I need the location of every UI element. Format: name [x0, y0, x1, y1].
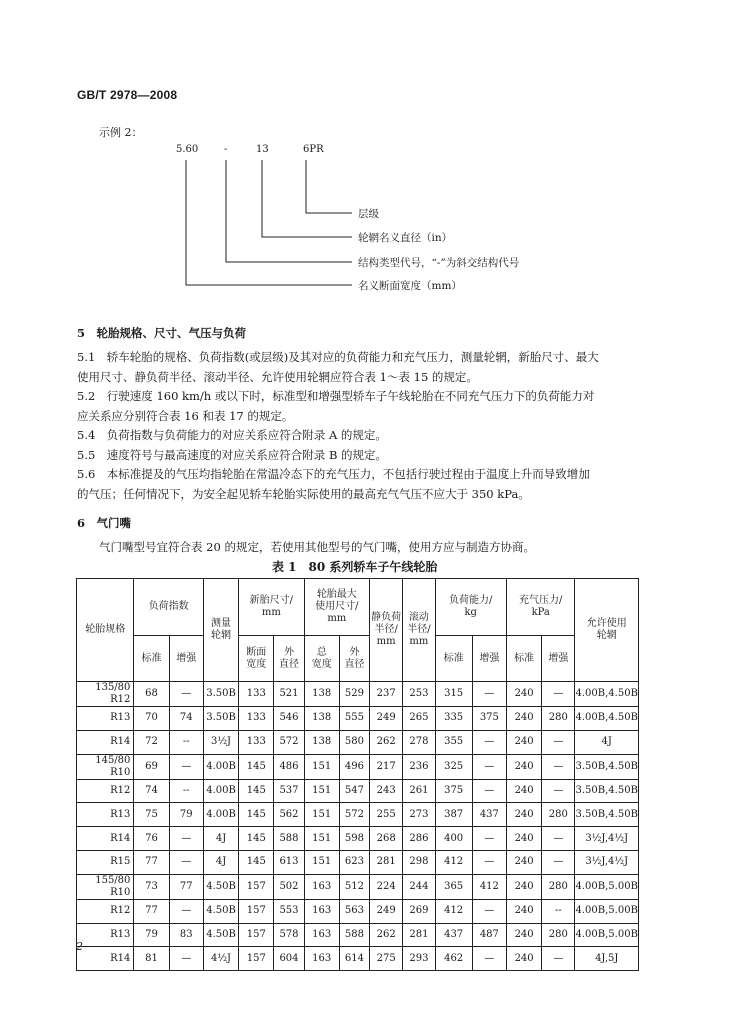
header-allowed-rim: 允许使用 轮辋 [575, 579, 639, 682]
table-row [77, 754, 639, 779]
cell-rr: 273 [403, 803, 435, 827]
header-p-enhanced: 增强 [542, 636, 575, 682]
cell-od: 486 [274, 754, 304, 779]
page-number: 2 [76, 940, 83, 953]
table-row [77, 682, 639, 707]
cell-od: 613 [274, 850, 304, 874]
header-static-radius: 静负荷 半径/ mm [370, 579, 403, 682]
header-max-size: 轮胎最大 使用尺寸/ mm [304, 579, 369, 636]
table-row [77, 779, 639, 803]
cell-sr: 262 [370, 730, 403, 754]
cell-lc-std: 437 [435, 923, 472, 947]
cell-size: R14 [77, 730, 134, 754]
cell-li-std: 68 [134, 682, 169, 707]
cell-rim: 4J [203, 827, 238, 851]
cell-sw: 133 [239, 730, 274, 754]
cell-mod: 588 [339, 923, 369, 947]
cell-mod: 555 [339, 707, 369, 731]
cell-li-enh: — [169, 947, 203, 971]
cell-od: 537 [274, 779, 304, 803]
cell-li-enh: 77 [169, 874, 203, 899]
cell-lc-std: 315 [435, 682, 472, 707]
cell-od: 562 [274, 803, 304, 827]
table-row [77, 707, 639, 731]
cell-lc-enh: — [472, 827, 506, 851]
table-row [77, 923, 639, 947]
cell-lc-enh: — [472, 947, 506, 971]
header-tire-size: 轮胎规格 [77, 579, 134, 682]
cell-mw: 163 [304, 874, 339, 899]
cell-size: R14 [77, 827, 134, 851]
cell-li-std: 79 [134, 923, 169, 947]
header-load-index: 负荷指数 [134, 579, 203, 636]
cell-sw: 145 [239, 803, 274, 827]
cell-mw: 151 [304, 850, 339, 874]
table-row [77, 947, 639, 971]
cell-rr: 265 [403, 707, 435, 731]
cell-allowed: 4.00B,4.50B [575, 682, 639, 707]
cell-mod: 563 [339, 899, 369, 923]
cell-p-std: 240 [506, 827, 541, 851]
cell-mw: 151 [304, 754, 339, 779]
section-6-body: 气门嘴型号宜符合表 20 的规定，若使用其他型号的气门嘴，使用方应与制造方协商。 [99, 540, 535, 554]
code-ply: 6PR [303, 144, 324, 155]
header-p-standard: 标准 [506, 636, 541, 682]
cell-sw: 157 [239, 923, 274, 947]
cell-p-std: 240 [506, 947, 541, 971]
para-line: 5.4 负荷指数与负荷能力的对应关系应符合附录 A 的规定。 [77, 428, 387, 442]
header-max-outer-diameter: 外 直径 [339, 636, 369, 682]
cell-p-std: 240 [506, 682, 541, 707]
cell-size: R13 [77, 803, 134, 827]
table-row [77, 899, 639, 923]
cell-sw: 133 [239, 682, 274, 707]
cell-mw: 163 [304, 923, 339, 947]
cell-li-std: 77 [134, 899, 169, 923]
header-li-enhanced: 增强 [169, 636, 203, 682]
cell-mod: 529 [339, 682, 369, 707]
cell-allowed: 3.50B,4.50B [575, 803, 639, 827]
code-rim: 13 [256, 144, 269, 155]
cell-p-enh: 280 [542, 707, 575, 731]
cell-rim: 4½J [203, 947, 238, 971]
header-outer-diameter: 外 直径 [274, 636, 304, 682]
cell-sw: 157 [239, 899, 274, 923]
section-5-body [77, 348, 599, 504]
para-line: 的气压；任何情况下，为安全起见轿车轮胎实际使用的最高充气气压不应大于 350 kPa。 [77, 486, 530, 501]
tire-spec-table [76, 578, 639, 971]
cell-li-std: 69 [134, 754, 169, 779]
section-6-heading: 6 气门嘴 [77, 516, 132, 530]
cell-lc-enh: 437 [472, 803, 506, 827]
cell-od: 604 [274, 947, 304, 971]
cell-sr: 249 [370, 899, 403, 923]
cell-p-enh: — [542, 947, 575, 971]
cell-allowed: 4.00B,5.00B [575, 923, 639, 947]
cell-sw: 145 [239, 827, 274, 851]
cell-mw: 138 [304, 682, 339, 707]
cell-rim: 3½J [203, 730, 238, 754]
header-pressure: 充气压力/ kPa [506, 579, 574, 636]
cell-lc-enh: 375 [472, 707, 506, 731]
cell-od: 502 [274, 874, 304, 899]
cell-lc-std: 462 [435, 947, 472, 971]
legend-ply: 层级 [358, 208, 379, 220]
cell-rr: 286 [403, 827, 435, 851]
cell-sr: 243 [370, 779, 403, 803]
cell-p-std: 240 [506, 803, 541, 827]
legend-structure: 结构类型代号，“-”为斜交结构代号 [358, 257, 520, 269]
cell-allowed: 4.00B,5.00B [575, 874, 639, 899]
cell-size: R13 [77, 923, 134, 947]
table-title: 表 1 80 系列轿车子午线轮胎 [272, 560, 438, 574]
table-row [77, 803, 639, 827]
cell-size: 135/80 R12 [77, 682, 134, 707]
cell-p-enh: — [542, 754, 575, 779]
cell-sr: 224 [370, 874, 403, 899]
cell-p-std: 240 [506, 779, 541, 803]
cell-mod: 614 [339, 947, 369, 971]
cell-sr: 281 [370, 850, 403, 874]
table-body [77, 682, 639, 971]
cell-mod: 572 [339, 803, 369, 827]
cell-p-std: 240 [506, 730, 541, 754]
para-line: 5.1 轿车轮胎的规格、负荷指数(或层级)及其对应的负荷能力和充气压力，测量轮辋，新胎尺寸、最大 [77, 350, 599, 364]
cell-li-std: 74 [134, 779, 169, 803]
cell-li-std: 72 [134, 730, 169, 754]
cell-size: R13 [77, 707, 134, 731]
cell-p-enh: — [542, 827, 575, 851]
cell-rr: 278 [403, 730, 435, 754]
cell-od: 553 [274, 899, 304, 923]
para-line: 应关系应分别符合表 16 和表 17 的规定。 [77, 408, 294, 423]
cell-lc-std: 355 [435, 730, 472, 754]
document-header: GB/T 2978—2008 [77, 88, 178, 102]
cell-rim: 4.50B [203, 923, 238, 947]
cell-allowed: 3.50B,4.50B [575, 779, 639, 803]
cell-rr: 244 [403, 874, 435, 899]
cell-rim: 4.00B [203, 754, 238, 779]
cell-rr: 236 [403, 754, 435, 779]
cell-sw: 145 [239, 850, 274, 874]
cell-li-enh: — [169, 850, 203, 874]
leader-structure [226, 160, 352, 262]
cell-rr: 269 [403, 899, 435, 923]
cell-allowed: 3½J,4½J [575, 850, 639, 874]
cell-size: R15 [77, 850, 134, 874]
legend-rim: 轮辋名义直径（in） [358, 232, 453, 244]
cell-mod: 623 [339, 850, 369, 874]
cell-lc-std: 387 [435, 803, 472, 827]
cell-lc-std: 400 [435, 827, 472, 851]
cell-rim: 4.50B [203, 874, 238, 899]
cell-mw: 163 [304, 899, 339, 923]
cell-mod: 580 [339, 730, 369, 754]
para-line: 使用尺寸、静负荷半径、滚动半径、允许使用轮辋应符合表 1～表 15 的规定。 [77, 369, 478, 384]
cell-rr: 298 [403, 850, 435, 874]
cell-li-enh: — [169, 682, 203, 707]
cell-li-enh: -- [169, 730, 203, 754]
cell-sw: 133 [239, 707, 274, 731]
cell-p-enh: — [542, 779, 575, 803]
cell-sr: 255 [370, 803, 403, 827]
leader-width [186, 160, 352, 285]
leader-ply [306, 160, 352, 213]
cell-size: R14 [77, 947, 134, 971]
cell-sr: 249 [370, 707, 403, 731]
para-line: 5.5 速度符号与最高速度的对应关系应符合附录 B 的规定。 [77, 447, 388, 462]
cell-mod: 547 [339, 779, 369, 803]
cell-rim: 4.00B [203, 779, 238, 803]
cell-sr: 262 [370, 923, 403, 947]
cell-size: 155/80 R10 [77, 874, 134, 899]
cell-sw: 145 [239, 754, 274, 779]
header-rolling-radius: 滚动 半径/ mm [403, 579, 435, 682]
cell-li-std: 75 [134, 803, 169, 827]
cell-rim: 4J [203, 850, 238, 874]
cell-od: 578 [274, 923, 304, 947]
cell-allowed: 3.50B,4.50B [575, 754, 639, 779]
cell-li-std: 76 [134, 827, 169, 851]
table-row [77, 730, 639, 754]
cell-p-enh: — [542, 730, 575, 754]
cell-lc-enh: — [472, 730, 506, 754]
cell-rr: 253 [403, 682, 435, 707]
cell-allowed: 3½J,4½J [575, 827, 639, 851]
example-label: 示例 2： [99, 126, 143, 139]
cell-lc-std: 325 [435, 754, 472, 779]
cell-p-enh: — [542, 682, 575, 707]
cell-sr: 237 [370, 682, 403, 707]
cell-rim: 3.50B [203, 682, 238, 707]
cell-size: R12 [77, 779, 134, 803]
cell-lc-std: 412 [435, 850, 472, 874]
cell-p-std: 240 [506, 874, 541, 899]
cell-li-enh: 74 [169, 707, 203, 731]
cell-lc-std: 365 [435, 874, 472, 899]
cell-p-enh: -- [542, 899, 575, 923]
cell-li-std: 77 [134, 850, 169, 874]
cell-mw: 151 [304, 779, 339, 803]
cell-mod: 598 [339, 827, 369, 851]
cell-mw: 151 [304, 803, 339, 827]
cell-mod: 512 [339, 874, 369, 899]
cell-mod: 496 [339, 754, 369, 779]
cell-size: 145/80 R10 [77, 754, 134, 779]
cell-sw: 157 [239, 947, 274, 971]
cell-li-enh: — [169, 754, 203, 779]
header-lc-enhanced: 增强 [472, 636, 506, 682]
cell-sw: 157 [239, 874, 274, 899]
header-measuring-rim: 测量 轮辋 [203, 579, 238, 682]
code-structure: - [224, 144, 228, 155]
cell-lc-std: 335 [435, 707, 472, 731]
cell-lc-std: 375 [435, 779, 472, 803]
cell-lc-enh: — [472, 682, 506, 707]
table-row [77, 827, 639, 851]
cell-p-std: 240 [506, 707, 541, 731]
cell-allowed: 4J,5J [575, 947, 639, 971]
cell-li-std: 70 [134, 707, 169, 731]
cell-rim: 3.50B [203, 707, 238, 731]
cell-sr: 268 [370, 827, 403, 851]
cell-size: R12 [77, 899, 134, 923]
table-row [77, 874, 639, 899]
cell-p-std: 240 [506, 899, 541, 923]
header-li-standard: 标准 [134, 636, 169, 682]
cell-lc-enh: — [472, 899, 506, 923]
header-load-capacity: 负荷能力/ kg [435, 579, 506, 636]
cell-od: 546 [274, 707, 304, 731]
cell-lc-enh: — [472, 779, 506, 803]
cell-lc-std: 412 [435, 899, 472, 923]
para-line: 5.6 本标准提及的气压均指轮胎在常温冷态下的充气压力，不包括行驶过程由于温度上升而导致增加 [77, 467, 590, 481]
cell-od: 588 [274, 827, 304, 851]
cell-p-std: 240 [506, 923, 541, 947]
cell-p-enh: 280 [542, 874, 575, 899]
cell-p-enh: — [542, 850, 575, 874]
cell-sw: 145 [239, 779, 274, 803]
cell-li-enh: — [169, 827, 203, 851]
cell-lc-enh: 412 [472, 874, 506, 899]
table-row [77, 850, 639, 874]
cell-rr: 281 [403, 923, 435, 947]
cell-lc-enh: — [472, 850, 506, 874]
header-section-width: 断面 宽度 [239, 636, 274, 682]
cell-mw: 163 [304, 947, 339, 971]
cell-sr: 275 [370, 947, 403, 971]
header-total-width: 总 宽度 [304, 636, 339, 682]
cell-p-enh: 280 [542, 923, 575, 947]
leader-rim [262, 160, 352, 237]
cell-allowed: 4.00B,4.50B [575, 707, 639, 731]
cell-mw: 138 [304, 730, 339, 754]
code-width: 5.60 [176, 144, 199, 155]
cell-p-enh: 280 [542, 803, 575, 827]
cell-li-enh: 83 [169, 923, 203, 947]
header-lc-standard: 标准 [435, 636, 472, 682]
cell-rr: 293 [403, 947, 435, 971]
cell-allowed: 4.00B,5.00B [575, 899, 639, 923]
cell-rr: 261 [403, 779, 435, 803]
cell-li-std: 81 [134, 947, 169, 971]
cell-lc-enh: — [472, 754, 506, 779]
cell-p-std: 240 [506, 850, 541, 874]
cell-lc-enh: 487 [472, 923, 506, 947]
cell-li-std: 73 [134, 874, 169, 899]
cell-p-std: 240 [506, 754, 541, 779]
cell-rim: 4.50B [203, 899, 238, 923]
header-new-size: 新胎尺寸/ mm [239, 579, 304, 636]
cell-mw: 138 [304, 707, 339, 731]
cell-od: 521 [274, 682, 304, 707]
cell-li-enh: — [169, 899, 203, 923]
para-line: 5.2 行驶速度 160 km/h 或以下时，标准型和增强型轿车子午线轮胎在不同充气压力下的负荷能力对 [77, 389, 595, 403]
cell-od: 572 [274, 730, 304, 754]
section-5-heading: 5 轮胎规格、尺寸、气压与负荷 [77, 326, 246, 340]
cell-li-enh: -- [169, 779, 203, 803]
cell-rim: 4.00B [203, 803, 238, 827]
legend-width: 名义断面宽度（mm） [358, 280, 462, 292]
cell-li-enh: 79 [169, 803, 203, 827]
cell-sr: 217 [370, 754, 403, 779]
cell-allowed: 4J [575, 730, 639, 754]
cell-mw: 151 [304, 827, 339, 851]
